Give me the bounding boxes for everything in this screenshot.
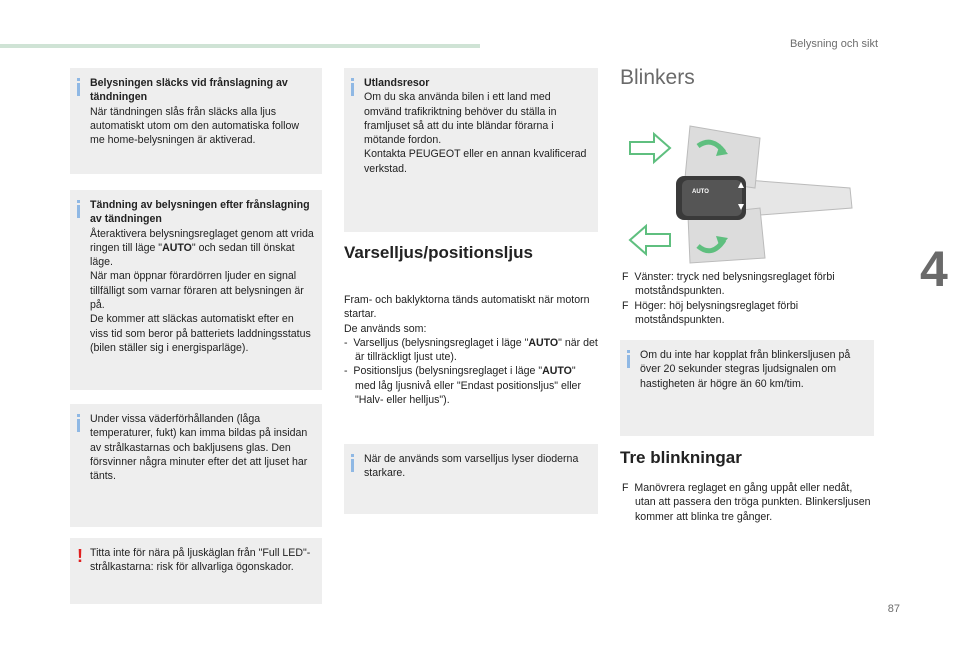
page-number: 87 bbox=[887, 603, 900, 615]
list-item: F Manövrera reglaget en gång uppåt eller nedåt, utan att passera den tröga punkten. Blinkersljusen kommer att blinka tre gånger. bbox=[622, 482, 871, 523]
warning-icon: ! bbox=[77, 546, 83, 566]
box-text-2: Kontakta PEUGEOT eller en annan kvalificerad verkstad. bbox=[364, 148, 587, 175]
info-icon bbox=[351, 454, 365, 472]
blinkers-list bbox=[622, 270, 874, 327]
chapter-number: 4 bbox=[920, 241, 948, 297]
daytime-lights-text bbox=[344, 293, 598, 407]
used-as-text: De används som: bbox=[344, 322, 427, 335]
info-box-daytime-diodes bbox=[344, 444, 598, 514]
chapter-title: Belysning och sikt bbox=[789, 38, 878, 50]
section-title-daytime-lights: Varselljus/positionsljus bbox=[344, 243, 533, 262]
box-text: När de används som varselljus lyser dioderna starkare. bbox=[364, 453, 579, 480]
box-text-2: När man öppnar förardörren ljuder en signal tillfälligt som varnar föraren att belysningen är på. bbox=[90, 270, 304, 312]
info-icon bbox=[77, 200, 91, 218]
list-item: - Positionsljus (belysningsreglaget i läge "AUTO" med låg ljusnivå eller "Endast positionsljus" eller "Halv- eller helljus"). bbox=[344, 365, 581, 407]
info-box-condensation bbox=[70, 404, 322, 527]
box-heading: Tändning av belysningen efter frånslagning av tändningen bbox=[90, 199, 310, 226]
info-box-travel-abroad bbox=[344, 68, 598, 232]
info-icon bbox=[627, 350, 641, 368]
info-box-blinker-sound bbox=[620, 340, 874, 436]
section-title-three-flashes: Tre blinkningar bbox=[620, 448, 742, 467]
box-text-3: De kommer att släckas automatiskt efter en viss tid som beror på batteriets laddningsstatus (bilen ställer sig i energisparläge). bbox=[90, 313, 311, 354]
box-text: Under vissa väderförhållanden (låga temperaturer, fukt) kan imma bildas på insidan av strålkastarnas och bakljusens glas. Den försvinner några minuter efter det att ljuset har tänts. bbox=[90, 413, 308, 483]
box-text: Om du inte har kopplat från blinkersljusen på över 20 sekunder stegras ljudsignalen om hastigheten är högre än 60 km/tim. bbox=[640, 349, 851, 390]
section-title-blinkers: Blinkers bbox=[620, 66, 695, 89]
list-item: F Vänster: tryck ned belysningsreglaget förbi motståndspunkten. bbox=[622, 271, 835, 298]
lighting-stalk-icon bbox=[676, 126, 852, 263]
stalk-illustration bbox=[620, 118, 860, 268]
three-flashes-text bbox=[622, 481, 874, 524]
box-text: Återaktivera belysningsreglaget genom att vrida ringen till läge "AUTO" och sedan till önskat läge. bbox=[90, 227, 314, 269]
box-text: Titta inte för nära på ljuskäglan från "Full LED"-strålkastarna: risk för allvarliga ögonskador. bbox=[90, 547, 311, 574]
info-icon bbox=[77, 78, 91, 96]
info-icon bbox=[77, 414, 91, 432]
box-text: Om du ska använda bilen i ett land med omvänd trafikriktning behöver du ställa in framljuset så att du inte bländar förarna i mötande fordon. bbox=[364, 91, 557, 147]
box-heading: Utlandsresor bbox=[364, 77, 430, 89]
arrow-left-icon bbox=[630, 226, 670, 254]
info-box-lights-on-after-off bbox=[70, 190, 322, 390]
header-bar bbox=[0, 44, 480, 48]
warning-box-led bbox=[70, 538, 322, 604]
info-icon bbox=[351, 78, 365, 96]
arrow-right-icon bbox=[630, 134, 670, 162]
list-item: - Varselljus (belysningsreglaget i läge "AUTO" när det är tillräckligt ljust ute). bbox=[344, 336, 598, 364]
box-text: När tändningen slås från släcks alla ljus automatiskt utom om den automatiska follow me home-belysningen är aktiverad. bbox=[90, 105, 300, 147]
box-heading: Belysningen släcks vid frånslagning av tändningen bbox=[90, 77, 288, 104]
list-item: F Höger: höj belysningsreglaget förbi motståndspunkten. bbox=[622, 299, 799, 326]
svg-text:AUTO: AUTO bbox=[692, 189, 709, 195]
info-box-lights-off bbox=[70, 68, 322, 174]
intro-text: Fram- och baklyktorna tänds automatiskt när motorn startar. bbox=[344, 294, 590, 321]
